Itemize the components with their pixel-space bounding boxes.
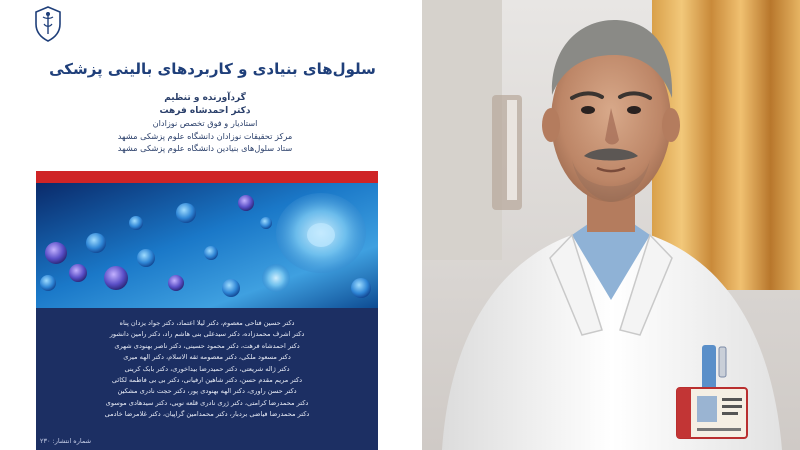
contributor-line: دکتر حسن راوری، دکتر الهه بهنودی پور، دکتر حجت نادری مشکین bbox=[117, 387, 297, 396]
university-emblem-icon bbox=[34, 6, 62, 42]
contributor-line: دکتر احمدشاه فرهت، دکتر محمود حسینی، دکتر ناصر بهنودی شهری bbox=[114, 341, 300, 350]
affiliation-line: ستاد سلول‌های بنیادین دانشگاه علوم پزشکی مشهد bbox=[117, 143, 293, 153]
portrait-photo bbox=[422, 0, 800, 450]
compiler-heading: گردآورنده و تنظیم bbox=[164, 93, 246, 103]
contributor-line: دکتر ژاله شریعتی، دکتر حمیدرضا بیداخوری، دکتر بابک کرینی bbox=[124, 364, 290, 373]
stem-cells-image bbox=[36, 183, 378, 308]
contributor-line: دکتر اشرف محمدزاده، دکتر سیدعلی بنی هاشم راد، دکتر رامین دانشور bbox=[109, 330, 305, 339]
compiler-name: دکتر احمدشاه فرهت bbox=[159, 105, 251, 116]
contributor-line: دکتر مریم مقدم حسن، دکتر شاهین ارفیانی، دکتر بی بی فاطمه لکائی bbox=[111, 376, 303, 385]
portrait-illustration bbox=[422, 0, 800, 450]
book-title: سلول‌های بنیادی و کاربردهای بالینی پزشکی bbox=[49, 60, 376, 78]
red-title-band bbox=[36, 171, 378, 183]
contributor-line: دکتر محمدرضا فیاضی بردبار، دکتر محمدامین گراپیان، دکتر غلامرضا خادمی bbox=[104, 410, 310, 419]
contributor-line: دکتر مسعود ملکی، دکتر معصومه ثقه الاسلام، دکتر الهه میری bbox=[123, 353, 291, 362]
contributor-line: دکتر محمدرضا کرامتی، دکتر ژری نادری قلعه نویی، دکتر سیدهادی موسوی bbox=[105, 398, 309, 407]
contributor-line: دکتر حسین فتاحی معصوم، دکتر لیلا اعتماد، دکتر جواد یزدان پناه bbox=[119, 319, 295, 327]
affiliation-line: مرکز تحقیقات نوزادان دانشگاه علوم پزشکی مشهد bbox=[117, 130, 293, 141]
series-number: شماره انتشار: ۲۳۰ bbox=[40, 437, 92, 445]
contributors-list bbox=[36, 318, 378, 421]
affiliation-line: استادیار و فوق تخصص نوزادان bbox=[152, 118, 258, 128]
book-credits bbox=[60, 92, 350, 155]
